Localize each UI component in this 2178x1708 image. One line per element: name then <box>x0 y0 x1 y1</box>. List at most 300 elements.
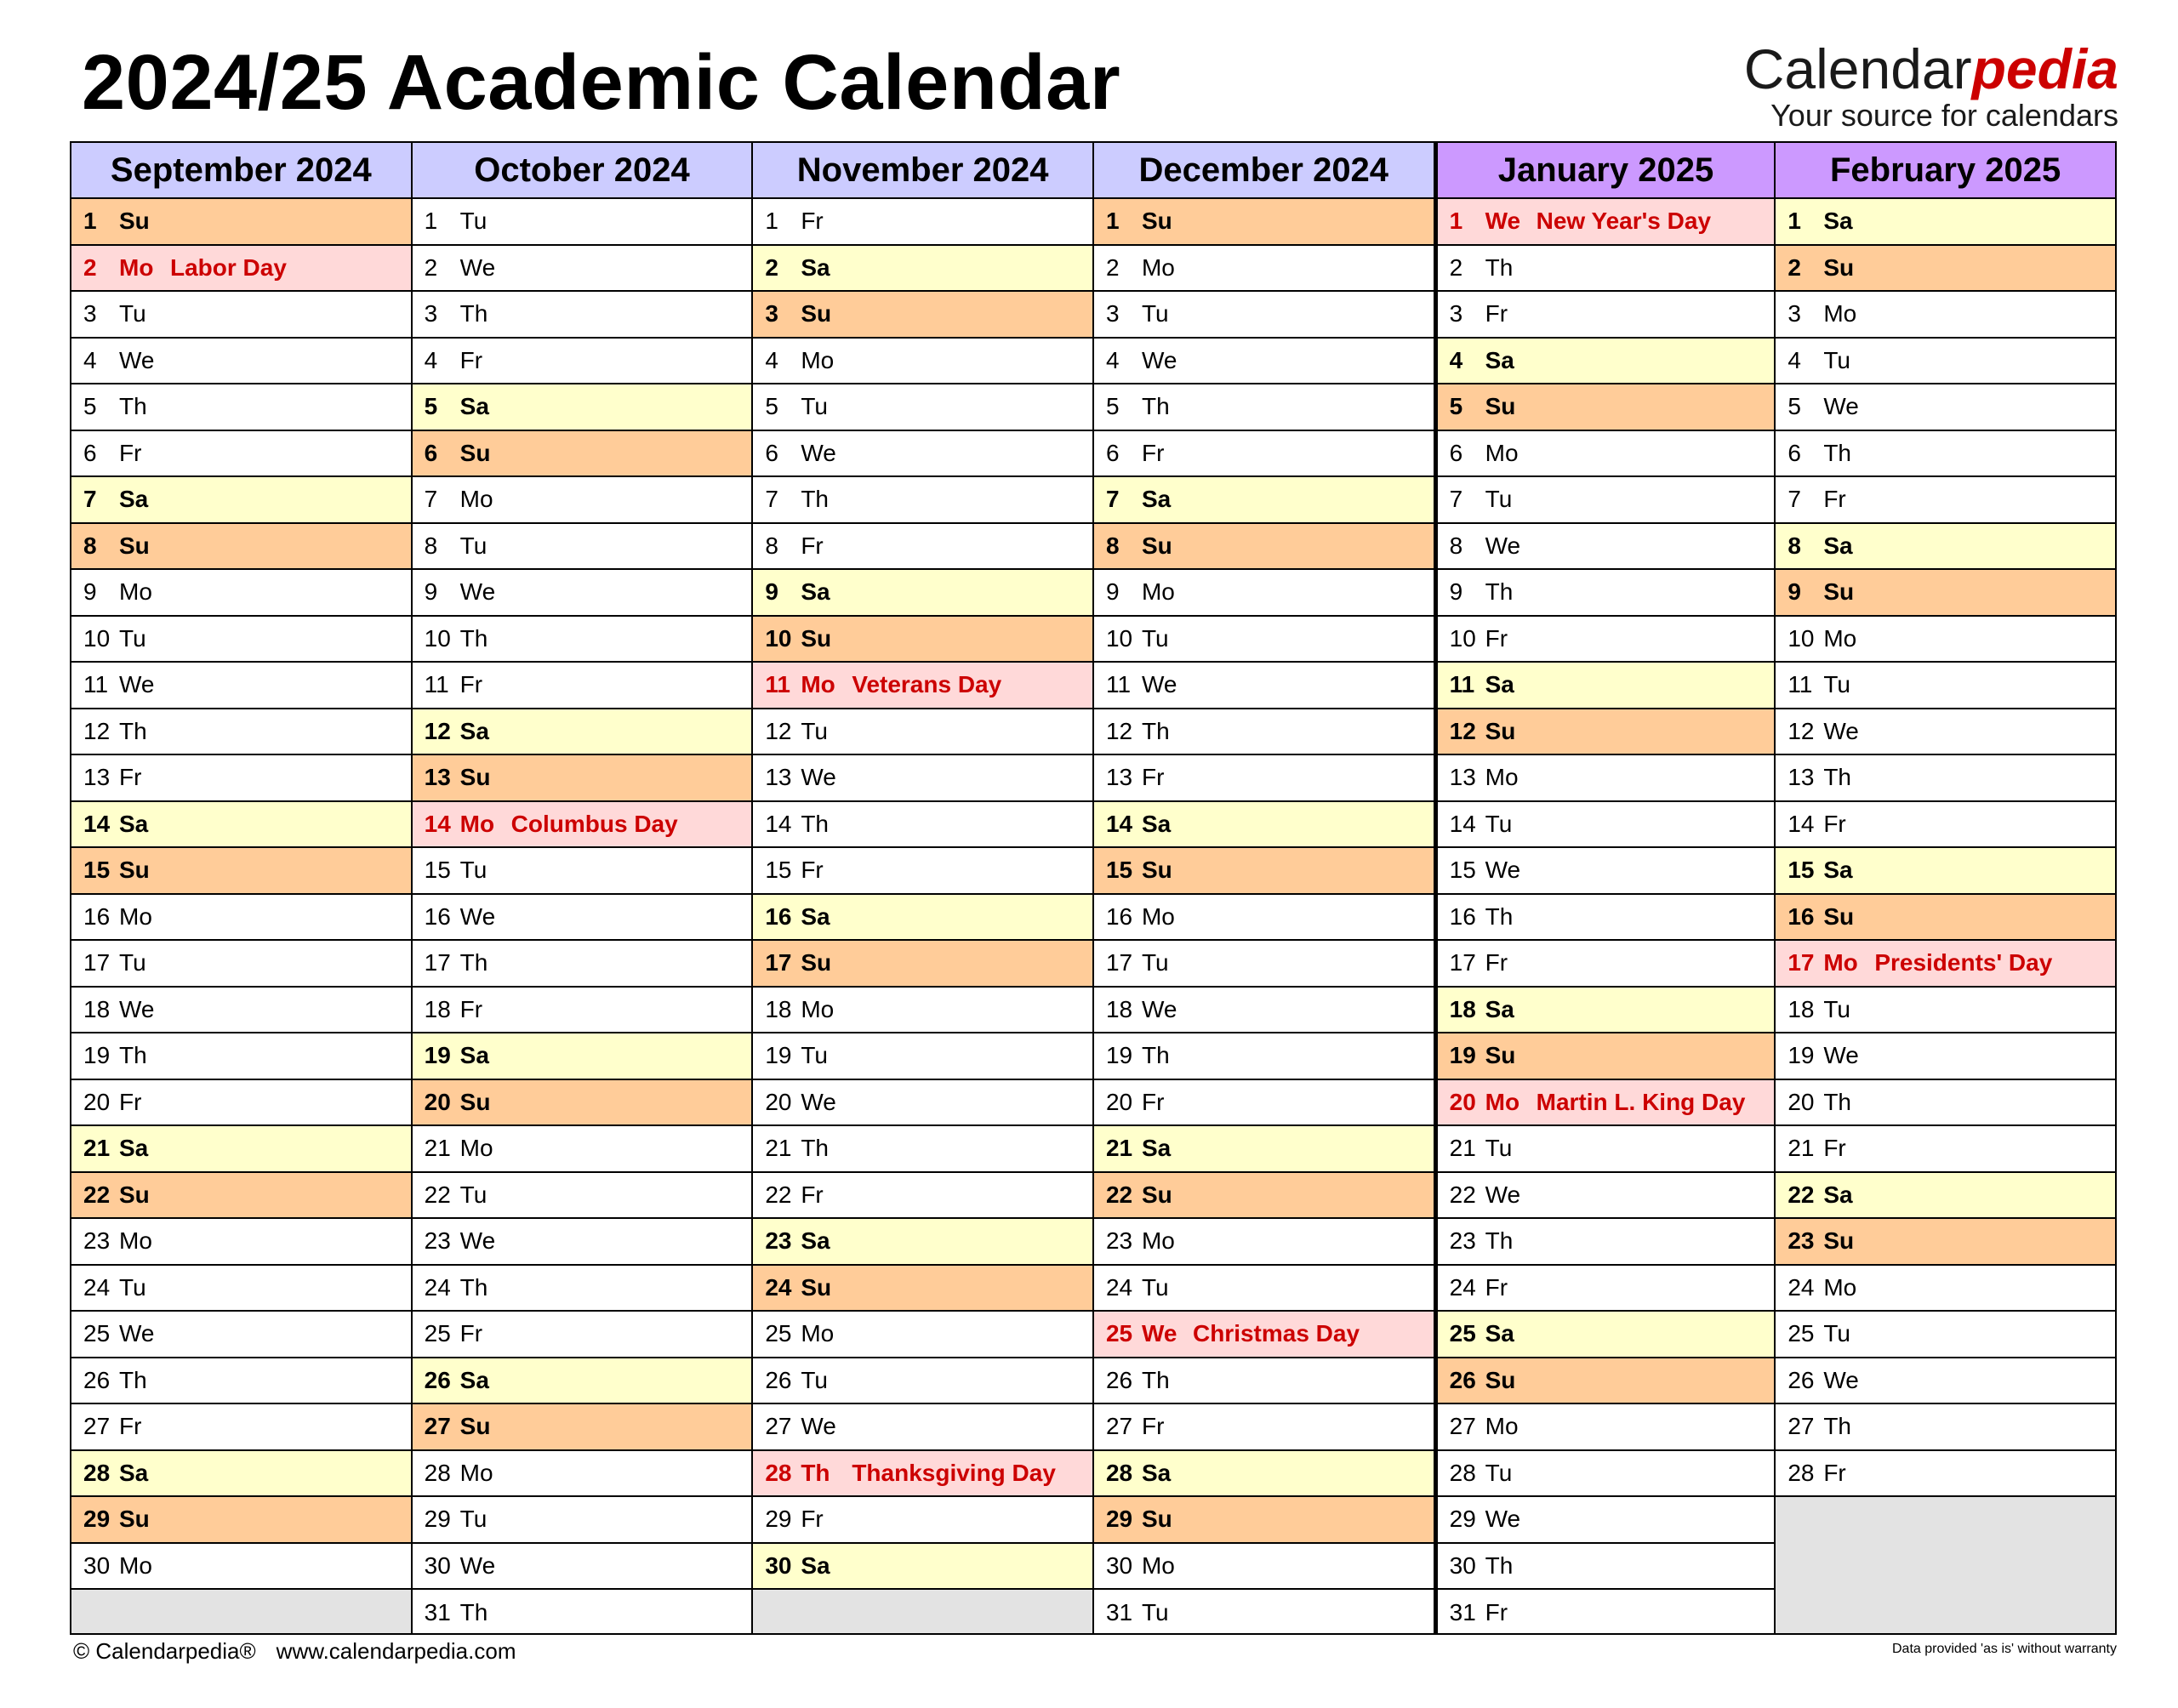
day-number: 24 <box>1449 1273 1476 1301</box>
day-weekday: Mo <box>1485 764 1519 791</box>
day-weekday: Su <box>1141 857 1172 884</box>
day-number: 25 <box>1105 1320 1133 1347</box>
day-weekday: Tu <box>459 1181 487 1208</box>
day-cell <box>71 1080 411 1127</box>
day-number: 25 <box>1787 1320 1815 1347</box>
day-number: 11 <box>83 671 109 698</box>
day-weekday: Fr <box>801 1181 824 1208</box>
day-weekday: We <box>1485 532 1521 559</box>
day-number: 3 <box>1449 300 1463 327</box>
day-cell <box>71 617 411 663</box>
day-weekday: Th <box>801 486 829 513</box>
day-number: 23 <box>1787 1227 1815 1255</box>
day-number: 15 <box>1787 857 1815 884</box>
day-number: 21 <box>424 1135 451 1162</box>
day-cell <box>1776 663 2115 709</box>
day-number: 26 <box>1105 1366 1133 1393</box>
day-number: 31 <box>424 1599 451 1626</box>
empty-cell <box>753 1590 1092 1633</box>
day-number: 20 <box>83 1088 111 1115</box>
day-number: 4 <box>1105 346 1120 373</box>
day-cell <box>1094 1266 1434 1312</box>
day-cell <box>71 895 411 942</box>
day-cell <box>1438 246 1775 293</box>
day-number: 10 <box>1105 624 1133 652</box>
day-weekday: Fr <box>1823 810 1846 837</box>
day-cell <box>1094 1544 1434 1591</box>
day-cell <box>1094 292 1434 339</box>
day-cell <box>71 1266 411 1312</box>
day-cell <box>71 941 411 988</box>
day-weekday: Th <box>801 1459 830 1486</box>
day-weekday: Su <box>119 857 150 884</box>
day-weekday: Sa <box>1485 671 1514 698</box>
day-weekday: Su <box>1141 1506 1172 1533</box>
day-cell <box>1094 617 1434 663</box>
day-number: 6 <box>1449 439 1463 466</box>
day-cell <box>753 1312 1092 1358</box>
holiday-day-cell <box>753 1451 1092 1498</box>
day-number: 17 <box>424 949 451 976</box>
day-cell <box>753 1404 1092 1451</box>
day-number: 30 <box>1449 1551 1476 1579</box>
day-weekday: Su <box>801 300 832 327</box>
day-number: 20 <box>424 1088 451 1115</box>
day-number: 19 <box>1449 1042 1476 1069</box>
day-number: 28 <box>424 1459 451 1486</box>
day-cell <box>1438 1266 1775 1312</box>
day-number: 12 <box>424 717 451 744</box>
day-weekday: Su <box>459 1088 491 1115</box>
day-weekday: Th <box>1485 253 1514 281</box>
day-number: 22 <box>424 1181 451 1208</box>
day-number: 16 <box>1449 902 1476 930</box>
day-cell <box>1438 988 1775 1034</box>
day-weekday: Su <box>459 764 491 791</box>
day-number: 14 <box>765 810 792 837</box>
day-number: 5 <box>1449 393 1463 420</box>
day-number: 29 <box>424 1506 451 1533</box>
day-weekday: We <box>1141 671 1177 698</box>
day-cell <box>71 339 411 385</box>
day-weekday: Th <box>1485 1551 1514 1579</box>
day-weekday: Th <box>119 717 147 744</box>
day-cell <box>753 199 1092 246</box>
day-number: 12 <box>765 717 792 744</box>
footer-url[interactable]: www.calendarpedia.com <box>276 1638 516 1664</box>
day-number: 22 <box>1105 1181 1133 1208</box>
day-weekday: Th <box>1141 393 1170 420</box>
day-number: 15 <box>83 857 111 884</box>
day-cell <box>1094 941 1434 988</box>
day-weekday: Mo <box>1141 1551 1175 1579</box>
day-cell <box>413 1312 752 1358</box>
day-weekday: Fr <box>801 857 824 884</box>
day-weekday: Fr <box>1485 1273 1508 1301</box>
day-cell <box>1438 1312 1775 1358</box>
day-weekday: Mo <box>1485 439 1519 466</box>
day-number: 11 <box>1105 671 1132 698</box>
day-weekday: Su <box>1485 1042 1516 1069</box>
day-weekday: Su <box>1141 1181 1172 1208</box>
day-cell <box>1094 524 1434 571</box>
day-number: 14 <box>1787 810 1815 837</box>
day-number: 22 <box>765 1181 792 1208</box>
day-number: 17 <box>765 949 792 976</box>
day-weekday: Su <box>119 208 150 235</box>
day-cell <box>413 292 752 339</box>
day-number: 29 <box>83 1506 111 1533</box>
day-number: 20 <box>1787 1088 1815 1115</box>
day-cell <box>71 988 411 1034</box>
day-number: 14 <box>1105 810 1133 837</box>
day-cell <box>1438 617 1775 663</box>
day-weekday: We <box>1141 346 1177 373</box>
day-weekday: Sa <box>801 1551 830 1579</box>
day-number: 15 <box>1105 857 1133 884</box>
day-cell <box>413 384 752 431</box>
day-weekday: Tu <box>1823 995 1850 1022</box>
day-weekday: Sa <box>1485 995 1514 1022</box>
day-weekday: We <box>119 346 155 373</box>
day-cell <box>1776 1266 2115 1312</box>
day-weekday: Fr <box>119 439 142 466</box>
day-weekday: We <box>459 578 496 606</box>
day-number: 13 <box>83 764 111 791</box>
day-cell <box>1438 755 1775 802</box>
day-number: 31 <box>1105 1599 1133 1626</box>
day-number: 24 <box>1105 1273 1133 1301</box>
day-cell <box>1438 1590 1775 1637</box>
day-number: 4 <box>424 346 438 373</box>
day-weekday: Sa <box>1141 1459 1172 1486</box>
day-weekday: Tu <box>119 624 146 652</box>
day-number: 19 <box>83 1042 111 1069</box>
month-days <box>1438 199 1775 1637</box>
day-number: 15 <box>424 857 451 884</box>
day-cell <box>1776 339 2115 385</box>
day-cell <box>753 1173 1092 1220</box>
day-cell <box>413 941 752 988</box>
day-cell <box>1438 709 1775 756</box>
day-cell <box>1776 1173 2115 1220</box>
day-number: 16 <box>83 902 111 930</box>
day-cell <box>1438 941 1775 988</box>
day-number: 23 <box>1449 1227 1476 1255</box>
day-number: 2 <box>765 253 778 281</box>
day-weekday: Mo <box>459 486 493 513</box>
day-cell <box>1094 477 1434 524</box>
day-number: 29 <box>1449 1506 1476 1533</box>
day-cell <box>753 339 1092 385</box>
day-cell <box>1094 246 1434 293</box>
day-number: 27 <box>765 1413 792 1440</box>
day-cell <box>71 1312 411 1358</box>
day-weekday: Sa <box>801 902 830 930</box>
day-weekday: Fr <box>1485 949 1508 976</box>
day-weekday: Su <box>1485 393 1516 420</box>
day-weekday: Fr <box>1485 624 1508 652</box>
day-weekday: Mo <box>119 578 152 606</box>
page-title: 2024/25 Academic Calendar <box>82 39 1121 126</box>
day-cell <box>1438 524 1775 571</box>
footer-copyright: © Calendarpedia® <box>73 1638 256 1664</box>
day-cell <box>1776 384 2115 431</box>
day-cell <box>753 1266 1092 1312</box>
day-number: 18 <box>1787 995 1815 1022</box>
day-cell <box>1776 1312 2115 1358</box>
day-number: 9 <box>1449 578 1463 606</box>
day-weekday: Th <box>1141 717 1170 744</box>
day-weekday: Sa <box>801 578 830 606</box>
day-weekday: Th <box>801 1135 829 1162</box>
day-weekday: Fr <box>1141 764 1165 791</box>
day-cell <box>413 524 752 571</box>
day-weekday: Sa <box>1823 857 1853 884</box>
day-number: 12 <box>1787 717 1815 744</box>
day-cell <box>1438 1497 1775 1544</box>
day-weekday: Tu <box>1141 1273 1169 1301</box>
day-cell <box>413 848 752 895</box>
day-weekday: Mo <box>119 1227 152 1255</box>
month-days <box>1094 199 1434 1637</box>
day-cell <box>71 524 411 571</box>
day-number: 9 <box>83 578 97 606</box>
day-weekday: We <box>801 764 836 791</box>
month-header: November 2024 <box>753 143 1092 199</box>
empty-cell <box>1776 1497 2115 1633</box>
day-number: 8 <box>424 532 438 559</box>
day-cell <box>1776 1451 2115 1498</box>
day-weekday: Th <box>1141 1042 1170 1069</box>
day-weekday: Su <box>1485 1366 1516 1393</box>
day-cell <box>1438 431 1775 478</box>
day-weekday: Sa <box>1485 1320 1514 1347</box>
day-number: 25 <box>1449 1320 1476 1347</box>
day-number: 28 <box>1449 1459 1476 1486</box>
day-number: 25 <box>765 1320 792 1347</box>
day-weekday: Sa <box>1823 532 1853 559</box>
day-weekday: Su <box>801 949 832 976</box>
holiday-label: Thanksgiving Day <box>852 1459 1056 1486</box>
day-weekday: Sa <box>801 253 830 281</box>
day-weekday: Th <box>801 810 829 837</box>
day-number: 11 <box>424 671 449 698</box>
day-number: 4 <box>1787 346 1801 373</box>
footer-left <box>73 1638 516 1665</box>
day-cell <box>413 988 752 1034</box>
day-cell <box>413 1266 752 1312</box>
day-number: 12 <box>83 717 111 744</box>
day-cell <box>1094 1126 1434 1173</box>
day-weekday: Mo <box>1823 949 1858 976</box>
day-weekday: Th <box>1141 1366 1170 1393</box>
day-cell <box>1776 292 2115 339</box>
day-weekday: Mo <box>1823 1273 1857 1301</box>
day-number: 6 <box>424 439 438 466</box>
day-number: 8 <box>1449 532 1463 559</box>
day-weekday: Tu <box>801 1366 828 1393</box>
day-number: 16 <box>1787 902 1815 930</box>
day-cell <box>71 848 411 895</box>
day-cell <box>1776 617 2115 663</box>
footer-disclaimer: Data provided 'as is' without warranty <box>1891 1642 2117 1656</box>
day-cell <box>753 1126 1092 1173</box>
holiday-label: Martin L. King Day <box>1536 1088 1746 1115</box>
day-number: 3 <box>765 300 778 327</box>
day-weekday: Mo <box>459 810 495 837</box>
day-cell <box>1438 292 1775 339</box>
day-number: 24 <box>1787 1273 1815 1301</box>
day-weekday: Th <box>1485 1227 1514 1255</box>
day-cell <box>413 1358 752 1405</box>
day-weekday: Su <box>119 1506 150 1533</box>
day-cell <box>71 570 411 617</box>
day-weekday: Su <box>459 1413 491 1440</box>
brand-tagline: Your source for calendars <box>1770 98 2118 133</box>
day-cell <box>1094 339 1434 385</box>
day-cell <box>413 339 752 385</box>
day-cell <box>413 1080 752 1127</box>
day-number: 27 <box>1787 1413 1815 1440</box>
brand-name <box>1743 37 2118 100</box>
day-number: 20 <box>765 1088 792 1115</box>
day-cell <box>413 431 752 478</box>
holiday-day-cell <box>413 802 752 849</box>
day-cell <box>1776 1404 2115 1451</box>
holiday-day-cell <box>1094 1312 1434 1358</box>
day-number: 31 <box>1449 1599 1476 1626</box>
month-column <box>1774 143 2115 1633</box>
day-weekday: Su <box>1141 208 1172 235</box>
day-number: 9 <box>765 578 778 606</box>
day-weekday: Su <box>1823 902 1855 930</box>
day-number: 23 <box>1105 1227 1133 1255</box>
brand-logo <box>1743 37 2118 133</box>
day-number: 3 <box>1787 300 1801 327</box>
day-number: 6 <box>83 439 97 466</box>
day-weekday: Tu <box>1485 1459 1513 1486</box>
day-weekday: Mo <box>119 902 152 930</box>
day-number: 7 <box>1105 486 1120 513</box>
day-weekday: Sa <box>1823 208 1853 235</box>
day-weekday: We <box>459 902 496 930</box>
day-number: 5 <box>83 393 97 420</box>
day-number: 18 <box>1105 995 1133 1022</box>
day-weekday: Sa <box>119 486 149 513</box>
day-cell <box>1776 1219 2115 1266</box>
day-cell <box>1094 1451 1434 1498</box>
day-number: 6 <box>1105 439 1120 466</box>
day-weekday: We <box>801 1088 836 1115</box>
day-weekday: Tu <box>459 857 487 884</box>
day-number: 21 <box>1449 1135 1476 1162</box>
holiday-label: New Year's Day <box>1536 208 1712 235</box>
day-cell <box>71 709 411 756</box>
day-cell <box>753 988 1092 1034</box>
day-cell <box>71 1173 411 1220</box>
day-cell <box>1438 1219 1775 1266</box>
day-number: 2 <box>1105 253 1120 281</box>
day-weekday: Fr <box>1823 486 1846 513</box>
month-column <box>1092 143 1434 1633</box>
day-cell <box>1776 988 2115 1034</box>
day-number: 2 <box>83 253 97 281</box>
day-number: 4 <box>765 346 778 373</box>
day-number: 30 <box>83 1551 111 1579</box>
day-weekday: Tu <box>801 717 828 744</box>
day-number: 20 <box>1449 1088 1476 1115</box>
day-cell <box>1438 895 1775 942</box>
day-number: 5 <box>1787 393 1801 420</box>
day-number: 8 <box>1105 532 1120 559</box>
day-weekday: Tu <box>1485 810 1513 837</box>
day-weekday: Mo <box>459 1135 493 1162</box>
day-weekday: Sa <box>459 393 489 420</box>
day-number: 27 <box>424 1413 451 1440</box>
day-cell <box>753 477 1092 524</box>
month-column <box>1434 143 1775 1633</box>
day-cell <box>1438 1173 1775 1220</box>
day-cell <box>1438 477 1775 524</box>
day-cell <box>413 1033 752 1080</box>
day-cell <box>71 663 411 709</box>
day-cell <box>1776 570 2115 617</box>
day-cell <box>71 1358 411 1405</box>
day-weekday: We <box>459 1551 496 1579</box>
day-number: 13 <box>424 764 451 791</box>
day-number: 13 <box>765 764 792 791</box>
day-number: 22 <box>83 1181 111 1208</box>
day-number: 20 <box>1105 1088 1133 1115</box>
day-weekday: Tu <box>801 393 828 420</box>
day-weekday: Su <box>1823 1227 1855 1255</box>
day-number: 8 <box>765 532 778 559</box>
day-number: 9 <box>424 578 438 606</box>
day-number: 14 <box>1449 810 1476 837</box>
day-cell <box>1776 755 2115 802</box>
day-number: 10 <box>424 624 451 652</box>
day-cell <box>753 431 1092 478</box>
day-weekday: Sa <box>1485 346 1514 373</box>
day-cell <box>1094 709 1434 756</box>
day-weekday: Su <box>459 439 491 466</box>
day-number: 14 <box>83 810 111 837</box>
day-number: 7 <box>83 486 97 513</box>
day-cell <box>71 1497 411 1544</box>
day-weekday: We <box>801 439 836 466</box>
day-cell <box>753 246 1092 293</box>
day-weekday: We <box>1485 857 1521 884</box>
day-cell <box>753 524 1092 571</box>
day-weekday: Th <box>459 624 488 652</box>
day-weekday: We <box>1823 393 1859 420</box>
month-days <box>753 199 1092 1633</box>
day-number: 18 <box>424 995 451 1022</box>
day-cell <box>753 1358 1092 1405</box>
day-cell <box>1776 524 2115 571</box>
day-cell <box>413 617 752 663</box>
month-header: January 2025 <box>1438 143 1775 199</box>
day-cell <box>1094 431 1434 478</box>
holiday-label: Columbus Day <box>510 810 678 837</box>
day-cell <box>753 941 1092 988</box>
day-weekday: Th <box>459 1599 488 1626</box>
day-cell <box>753 1497 1092 1544</box>
day-number: 7 <box>1787 486 1801 513</box>
day-cell <box>753 895 1092 942</box>
day-weekday: Sa <box>459 717 489 744</box>
